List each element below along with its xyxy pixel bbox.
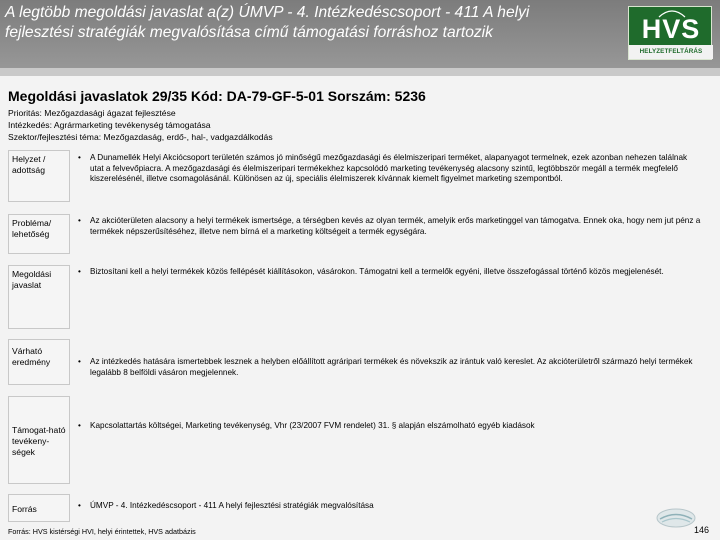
row-label-source: Forrás: [8, 494, 70, 522]
header-title: A legtöbb megoldási javaslat a(z) ÚMVP - 4. Intézkedéscsoport - 411 A helyi fejlesztési stratégiák megvalósítása című támogatási forráshoz tartozik: [5, 4, 530, 41]
meta-measure: Intézkedés: Agrármarketing tevékenység támogatása: [8, 120, 211, 130]
header-band: [0, 68, 720, 76]
meta-sector: Szektor/fejlesztési téma: Mezőgazdaság, erdő-, hal-, vadgazdálkodás: [8, 132, 273, 142]
row-bullet: •: [78, 421, 81, 430]
slide-body: [0, 76, 720, 540]
row-text-situation: A Dunamellék Helyi Akciócsoport területén számos jó minőségű mezőgazdasági és élelmiszeripari terméket, alapanyagot termelnek, ezek azonban nehezen találnak utat a felvevőpiacra. A mezőgazdasági és élelmiszeripari termékekhez kapcsolódó marketing tevékenység alacsony szintű, legtöbbször megáll a termék megfelelő kiszerelésénél, illetve csomagolásánál. Különösen az új, speciális élelmiszerek kívánnak kiemelt figyelmet marketing szempontból.: [90, 153, 688, 184]
row-text-expected-result: Az intézkedés hatására ismertebbek lesznek a helyben előállított agráripari termékek és növekszik az irántuk való kereslet. Az akcióterületről származó helyi termékek legalább 8 belföldi vásáron megjelennek.: [90, 357, 693, 377]
row-label-eligible-activities: Támogat-ható tevékeny-ségek: [8, 396, 70, 484]
row-text-source: ÚMVP - 4. Intézkedéscsoport - 411 A helyi fejlesztési stratégiák megvalósítása: [90, 501, 374, 510]
row-bullet: •: [78, 501, 81, 510]
row-text-eligible-activities: Kapcsolattartás költségei, Marketing tevékenység, Vhr (23/2007 FVM rendelet) 31. § alapján elszámolható egyéb kiadások: [90, 421, 535, 430]
header-bar: [0, 0, 720, 68]
row-label-expected-result: Várható eredmény: [8, 339, 70, 385]
row-bullet: •: [78, 153, 81, 162]
row-bullet: •: [78, 216, 81, 225]
row-label-situation: Helyzet / adottság: [8, 150, 70, 202]
row-label-solution: Megoldási javaslat: [8, 265, 70, 329]
row-bullet: •: [78, 267, 81, 276]
meta-priority: Prioritás: Mezőgazdasági ágazat fejlesztése: [8, 108, 176, 118]
page-number: 146: [694, 525, 710, 535]
page-title: Megoldási javaslatok 29/35 Kód: DA-79-GF-5-01 Sorszám: 5236: [8, 88, 426, 104]
footer-source: Forrás: HVS kistérségi HVI, helyi érintettek, HVS adatbázis: [8, 527, 196, 536]
row-label-problem: Probléma/ lehetőség: [8, 214, 70, 254]
ribbon-logo-icon: [654, 506, 698, 530]
row-text-solution: Biztosítani kell a helyi termékek közös fellépését kiállításokon, vásárokon. Támogatni kell a termelők egyéni, illetve összefogással történő közös megjelenését.: [90, 267, 664, 276]
row-bullet: •: [78, 357, 81, 366]
hvs-logo: [628, 6, 712, 60]
row-text-problem: Az akcióterületen alacsony a helyi termékek ismertsége, a térségben kevés az olyan termék, amelyik erős marketinggel van támogatva. Ennek oka, hogy nem jut pénz a termékek népszerűsítéséhez, illetve nem bírná el a marketing költségeit a termék egységára.: [90, 216, 701, 236]
logo-caption: HELYZETFELTÁRÁS: [629, 45, 713, 59]
logo-letters: HVS: [641, 14, 701, 44]
